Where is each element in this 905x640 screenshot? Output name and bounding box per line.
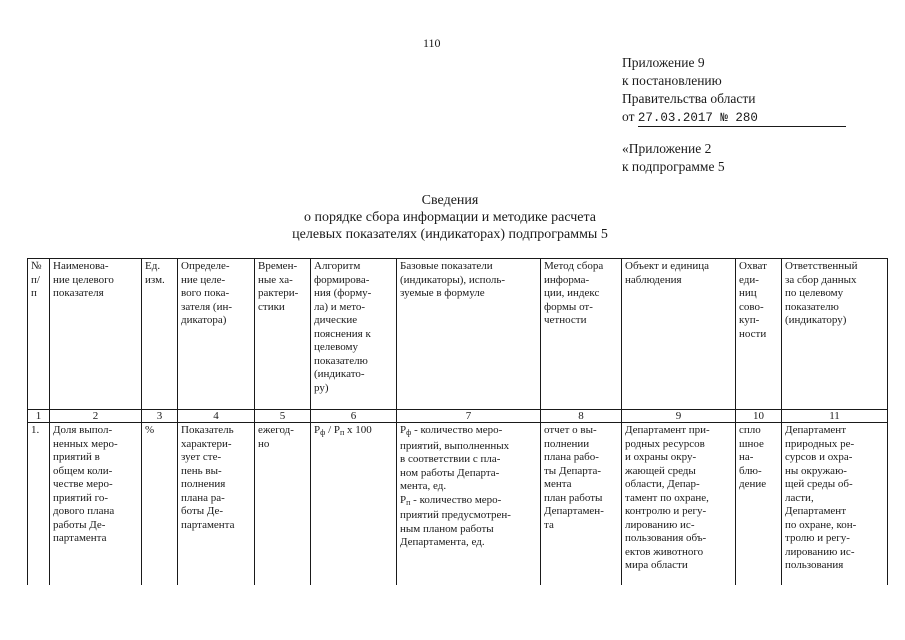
appendix2-header	[622, 140, 725, 176]
column-number: 5	[255, 410, 311, 423]
column-number: 2	[50, 410, 142, 423]
title-line-1: Сведения	[421, 193, 479, 208]
column-number: 6	[311, 410, 397, 423]
appendix-date-prefix: от	[622, 109, 635, 124]
appendix-date-field	[638, 109, 846, 127]
appendix-date-line	[622, 108, 846, 127]
indicator-definition: Показатель характери- зует сте- пень вы- полнения плана ра- боты Де- партамента	[178, 423, 255, 586]
formula-sub-2: п	[340, 428, 345, 437]
column-number: 11	[782, 410, 888, 423]
column-number-row	[28, 410, 888, 423]
appendix-header	[622, 54, 846, 127]
base-p2: Р	[400, 493, 407, 506]
header-cell-formula: Алгоритм формирова- ния (форму- ла) и мето- дические пояснения к целевому показателю (индикато- ру)	[311, 259, 397, 410]
formula-cell	[311, 423, 397, 586]
title-line-2: о порядке сбора информации и методике расчета	[303, 210, 597, 225]
base-text-1: - количество меро- приятий, выполненных в соответствии с пла- ном работы Департа- мента, ед.	[400, 424, 510, 492]
indicator-unit: %	[142, 423, 178, 586]
header-cell-method: Метод сбора информа- ции, индекс формы от- четности	[541, 259, 622, 410]
header-cell-base: Базовые показатели (индикаторы), исполь- зуемые в формуле	[397, 259, 541, 410]
column-number: 7	[397, 410, 541, 423]
column-number: 3	[142, 410, 178, 423]
formula-p1: Р	[314, 424, 321, 436]
column-number: 9	[622, 410, 736, 423]
coverage-cell: спло шное на- блю- дение	[736, 423, 782, 586]
title-line-3: целевых показателях (индикаторах) подпрограммы 5	[292, 227, 608, 242]
base-indicators-cell	[397, 423, 541, 586]
base-p1: Р	[400, 424, 407, 436]
table-row	[28, 423, 888, 586]
base-sub-2: п	[406, 497, 411, 507]
appendix-date-text: 27.03.2017 № 280	[637, 111, 758, 125]
header-cell-name: Наименова- ние целевого показателя	[50, 259, 142, 410]
document-title	[240, 192, 660, 243]
header-cell-definition: Определе- ние целе- вого пока- зателя (ин- дикатора)	[178, 259, 255, 410]
observation-object: Департамент при- родных ресурсов и охраны окру- жающей среды области, Депар- тамент по охране, контролю и регу- лированию ис- пользования объ- ектов животного мира области	[622, 423, 736, 586]
time-characteristic: ежегод- но	[255, 423, 311, 586]
header-cell-object: Объект и единица наблюдения	[622, 259, 736, 410]
base-sub-1: ф	[406, 428, 412, 437]
header-cell-time: Времен- ные ха- рактери- стики	[255, 259, 311, 410]
collection-method: отчет о вы- полнении плана рабо- ты Департа- мента план работы Департамен- та	[541, 423, 622, 586]
formula-end: х 100	[344, 424, 372, 436]
header-cell-unit: Ед. изм.	[142, 259, 178, 410]
column-number: 1	[28, 410, 50, 423]
appendix2-line-2: к подпрограмме 5	[622, 159, 725, 174]
indicators-table	[27, 258, 888, 585]
column-number: 8	[541, 410, 622, 423]
header-cell-coverage: Охват еди- ниц сово- куп- ности	[736, 259, 782, 410]
appendix-line-3: Правительства области	[622, 91, 756, 106]
table-header-row	[28, 259, 888, 410]
base-text-2: - количество меро- приятий предусмотрен- ным планом работы Департамента, ед.	[400, 493, 511, 548]
header-cell-responsible: Ответственный за сбор данных по целевому показателю (индикатору)	[782, 259, 888, 410]
row-number: 1.	[28, 423, 50, 586]
formula-sub-1: ф	[320, 428, 326, 437]
column-number: 4	[178, 410, 255, 423]
page-number: 110	[423, 36, 441, 50]
responsible-cell: Департамент природных ре- сурсов и охра- ны окружаю- щей среды об- ласти, Департамент по охране, кон- тролю и регу- лированию ис- пользования	[782, 423, 888, 586]
appendix2-line-1: «Приложение 2	[622, 141, 712, 156]
formula-mid: / Р	[325, 424, 340, 436]
appendix-line-2: к постановлению	[622, 73, 722, 88]
header-cell-num: № п/ п	[28, 259, 50, 410]
appendix-line-1: Приложение 9	[622, 55, 705, 70]
column-number: 10	[736, 410, 782, 423]
indicator-name: Доля выпол- ненных меро- приятий в общем коли- честве меро- приятий го- дового плана работы Де- партамента	[50, 423, 142, 586]
